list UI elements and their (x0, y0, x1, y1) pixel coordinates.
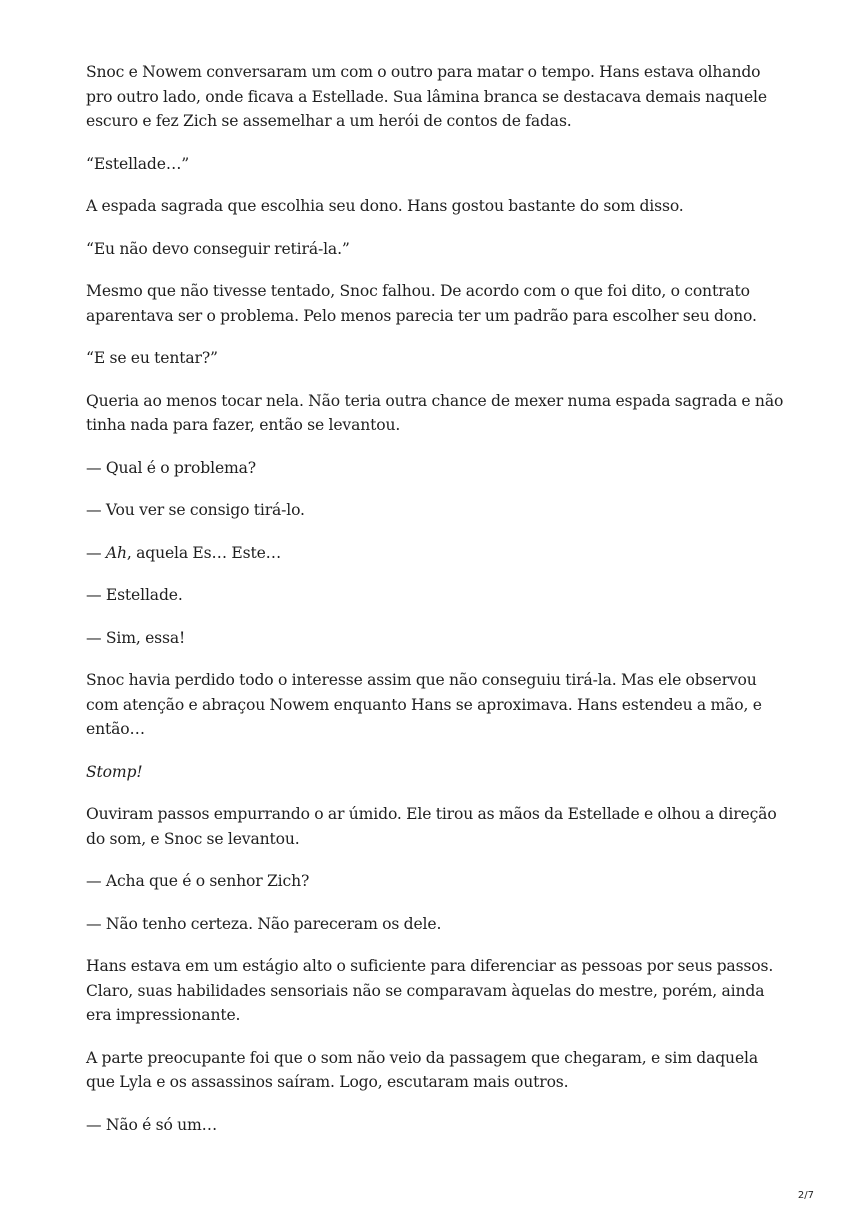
paragraph: — Acha que é o senhor Zich? (86, 872, 310, 890)
dialogue-dash: — (86, 543, 106, 562)
paragraph: “E se eu tentar?” (86, 349, 218, 367)
paragraph: A parte preocupante foi que o som não veio da passagem que chegaram, e sim daquela que Lyla e os assassinos saíram. Logo, escutaram mais outros. (86, 1048, 759, 1091)
paragraph (86, 541, 786, 566)
sound-effect-paragraph: Stomp! (86, 762, 143, 781)
page-number: 2/7 (797, 1190, 814, 1201)
paragraph: — Sim, essa! (86, 628, 186, 647)
paragraph: — Qual é o problema? (86, 458, 257, 477)
paragraph: — Não é só um… (86, 1115, 218, 1134)
paragraph: Snoc e Nowem conversaram um com o outro para matar o tempo. Hans estava olhando pro outro lado, onde ficava a Estellade. Sua lâmina branca se destacava demais naquele escuro e fez Zich se assemelhar a um herói de contos de fadas. (86, 63, 767, 130)
paragraph: Hans estava em um estágio alto o suficiente para diferenciar as pessoas por seus passos. Claro, suas habilidades sensoriais não se comparavam àquelas do mestre, porém, ainda era impressionante. (86, 957, 774, 1024)
paragraph: — Estellade. (86, 586, 183, 604)
paragraph: “Estellade…” (86, 154, 190, 173)
paragraph: A espada sagrada que escolhia seu dono. Hans gostou bastante do som disso. (86, 197, 684, 215)
document-body (86, 60, 786, 1155)
paragraph: Snoc havia perdido todo o interesse assim que não conseguiu tirá-la. Mas ele observou com atenção e abraçou Nowem enquanto Hans se aproximava. Hans estendeu a mão, e então… (86, 671, 762, 738)
dialogue-rest: , aquela Es… Este… (126, 543, 282, 562)
paragraph: Ouviram passos empurrando o ar úmido. Ele tirou as mãos da Estellade e olhou a direção do som, e Snoc se levantou. (86, 805, 777, 848)
paragraph: — Vou ver se consigo tirá-lo. (86, 501, 305, 519)
paragraph: — Não tenho certeza. Não pareceram os dele. (86, 914, 442, 933)
italic-interjection: Ah (105, 543, 127, 562)
paragraph: Mesmo que não tivesse tentado, Snoc falhou. De acordo com o que foi dito, o contrato aparentava ser o problema. Pelo menos parecia ter um padrão para escolher seu dono. (86, 282, 757, 325)
paragraph: Queria ao menos tocar nela. Não teria outra chance de mexer numa espada sagrada e não tinha nada para fazer, então se levantou. (86, 391, 784, 434)
paragraph: “Eu não devo conseguir retirá-la.” (86, 239, 350, 258)
